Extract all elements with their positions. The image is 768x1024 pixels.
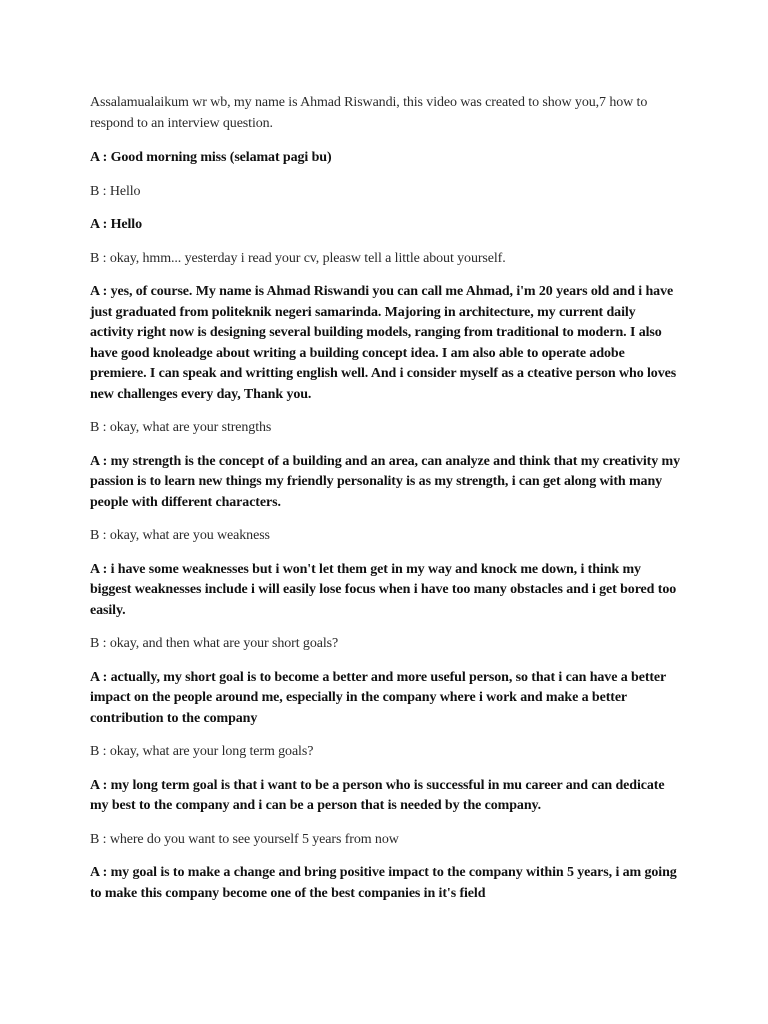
- dialogue-line-b: B : okay, what are you weakness: [90, 528, 270, 543]
- dialogue-line-b: B : okay, what are your long term goals?: [90, 744, 314, 759]
- intro-paragraph: Assalamualaikum wr wb, my name is Ahmad Riswandi, this video was created to show you,7 how to respond to an interview question.: [90, 95, 648, 131]
- dialogue-line-b: B : where do you want to see yourself 5 years from now: [90, 831, 399, 847]
- dialogue-line-a: A : yes, of course. My name is Ahmad Riswandi you can call me Ahmad, i'm 20 years old and i have just graduated from politeknik negeri samarinda. Majoring in architecture, my current daily activity right now is designing several building models, ranging from traditional to modern. I also have good knoleadge about writing a building concept idea. I am also able to operate adobe premiere. I can speak and writting english well. And i consider myself as a cteative person who loves new challenges every day, Thank you.: [90, 284, 677, 402]
- dialogue-line-a: A : Hello: [90, 217, 142, 232]
- dialogue-line-a: A : i have some weaknesses but i won't let them get in my way and knock me down, i think my biggest weaknesses include i will easily lose focus when i have too many obstacles and i get bored too easily.: [90, 561, 677, 618]
- dialogue-line-b: B : okay, and then what are your short goals?: [90, 636, 339, 651]
- document-body: [90, 93, 680, 917]
- dialogue-line-a: A : Good morning miss (selamat pagi bu): [90, 150, 332, 165]
- dialogue-line-b: B : okay, what are your strengths: [90, 420, 272, 435]
- dialogue-line-a: A : actually, my short goal is to become a better and more useful person, so that i can have a better impact on the people around me, especially in the company where i work and make a better contribution to the company: [90, 669, 666, 726]
- dialogue-line-a: A : my strength is the concept of a building and an area, can analyze and think that my creativity my passion is to learn new things my friendly personality is as my strength, i can get along with many people with different characters.: [90, 453, 680, 510]
- dialogue-line-a: A : my goal is to make a change and bring positive impact to the company within 5 years, i am going to make this company become one of the best companies in it's field: [90, 865, 677, 901]
- dialogue-line-a: A : my long term goal is that i want to be a person who is successful in mu career and can dedicate my best to the company and i can be a person that is needed by the company.: [90, 777, 665, 813]
- dialogue-line-b: B : Hello: [90, 183, 141, 199]
- dialogue-line-b: B : okay, hmm... yesterday i read your cv, pleasw tell a little about yourself.: [90, 250, 506, 266]
